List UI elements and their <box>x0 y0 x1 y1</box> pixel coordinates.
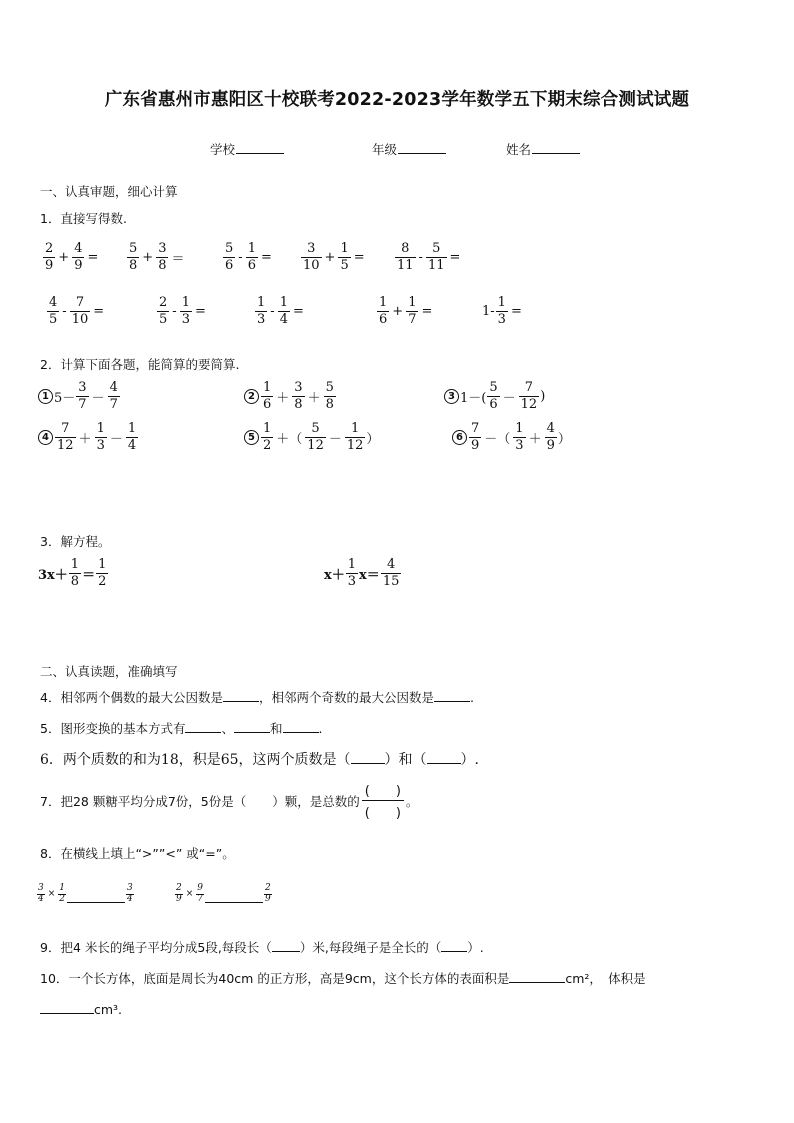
q2-item-5-frac-1 <box>261 422 273 454</box>
q1r2-frac-a-1-denominator: 5 <box>49 312 58 328</box>
q5-text-d: . <box>318 721 323 736</box>
q2-item-4-op-2: － <box>109 432 123 448</box>
q1r1-frac-b-4-denominator: 5 <box>340 258 349 274</box>
q2-item-6 <box>452 422 571 454</box>
q1r2-whole-5: 1- <box>482 304 495 320</box>
q1r1-expr-2 <box>126 242 186 274</box>
page-title: 广东省惠州市惠阳区十校联考2022-2023学年数学五下期末综合测试试题 <box>104 90 690 110</box>
q1r2-frac-a-4 <box>377 296 389 328</box>
q2-item-3-frac-2-numerator: 7 <box>524 380 534 395</box>
q7-text-a: 7．把28 颗糖平均分成7份，5份是（ <box>40 793 247 809</box>
q1r1-expr-1 <box>42 242 100 274</box>
q1r1-frac-b-4-numerator: 1 <box>340 241 349 256</box>
q2-item-2-frac-1-numerator: 1 <box>263 380 272 395</box>
q1r1-frac-a-5-denominator: 11 <box>397 258 414 274</box>
q5-text-b: 、 <box>221 721 234 736</box>
q8-e1-frac-3 <box>126 884 134 905</box>
q1r2-eq-4: = <box>421 304 433 320</box>
q1r1-frac-b-5-numerator: 5 <box>432 241 441 256</box>
q3-eq1-frac-1 <box>69 558 81 590</box>
q7-numerator: ( ) <box>364 784 401 799</box>
q1r2-frac-b-3-numerator: 1 <box>279 295 288 310</box>
q2-item-1-frac-1-denominator: 7 <box>78 397 87 413</box>
q2-item-6-frac-3-denominator: 9 <box>546 438 555 454</box>
q2-item-4-frac-3-denominator: 4 <box>127 438 137 454</box>
q8-e1-frac-3-numerator: 3 <box>127 883 133 893</box>
q3-eq2-frac-1-denominator: 3 <box>347 574 357 590</box>
q1r2-frac-a-4-numerator: 1 <box>379 295 388 310</box>
q1r1-frac-b-5-denominator: 11 <box>427 258 445 274</box>
q2-item-2-op-1: ＋ <box>276 391 290 407</box>
q2-item-5-frac-3-denominator: 12 <box>346 438 364 454</box>
q5-text-c: 和 <box>269 721 283 736</box>
q1r1-frac-b-2-numerator: 3 <box>158 241 167 256</box>
q2-item-number-3: 3 <box>444 389 459 404</box>
q3-eq2-frac-1 <box>346 558 358 590</box>
q1r2-frac-a-3-denominator: 3 <box>257 312 266 328</box>
q3-eq2-frac-2-numerator: 4 <box>386 557 396 572</box>
q2-item-4-frac-3 <box>126 422 138 454</box>
q3-eq1-frac-2 <box>96 558 108 590</box>
q3-eq1 <box>38 558 109 590</box>
school-field <box>210 140 284 158</box>
q1r1-op-2: + <box>142 250 154 266</box>
section-1-heading: 一、认真审题，细心计算 <box>40 184 178 199</box>
q1r2-frac-b-4-numerator: 1 <box>408 295 417 310</box>
q1r1-frac-b-2 <box>156 242 168 274</box>
q1r2-frac-b-5-denominator: 3 <box>497 312 506 328</box>
q1r2-op-1: - <box>62 304 67 320</box>
q6 <box>40 749 479 769</box>
q8-e2-frac-2 <box>196 884 204 905</box>
q3-eq1-frac-2-numerator: 1 <box>98 557 107 572</box>
q1r2-frac-b-4 <box>406 296 418 328</box>
q1r1-frac-a-4-denominator: 10 <box>303 258 320 274</box>
q2-item-4-frac-2 <box>95 422 107 454</box>
q1r1-frac-b-3-denominator: 6 <box>247 258 256 274</box>
q3-eq1-frac-1-numerator: 1 <box>70 557 80 572</box>
q1r1-frac-a-2-denominator: 8 <box>129 258 138 274</box>
q2-item-1-frac-2-denominator: 7 <box>109 397 118 413</box>
q2-item-1-op-1: － <box>91 391 105 407</box>
q8-e2 <box>174 884 273 905</box>
q3-eq2-mid: x＝ <box>359 568 380 584</box>
q2-item-6-op-1: －（ <box>484 432 511 448</box>
q1r2-eq-3: = <box>292 304 304 320</box>
q2-item-4-frac-1-denominator: 12 <box>57 438 74 454</box>
q8-e1-frac-1-denominator: 4 <box>38 893 44 904</box>
q1r1-eq-4: = <box>353 250 365 266</box>
q10-text-a: 10．一个长方体，底面是周长为40cm 的正方形，高是9cm，这个长方体的表面积是 <box>40 971 510 986</box>
q1r1-eq-3: = <box>260 250 272 266</box>
q3-eq2-frac-1-numerator: 1 <box>347 557 357 572</box>
q1r1-frac-a-2 <box>127 242 139 274</box>
section-2-heading: 二、认真读题，准确填写 <box>40 664 178 679</box>
q2-item-2-frac-3-denominator: 8 <box>325 397 334 413</box>
q1-label: 1．直接写得数. <box>40 211 127 226</box>
q8-e2-frac-1-numerator: 2 <box>176 883 182 893</box>
q6-text-b: ）和（ <box>384 752 427 768</box>
q9-blank-1[interactable] <box>272 939 300 952</box>
q2-item-5-frac-2-numerator: 5 <box>311 421 320 436</box>
q2-item-number-1: 1 <box>38 389 53 404</box>
q2-item-5-frac-2 <box>305 422 326 454</box>
q6-text-a: 6．两个质数的和为18，积是65，这两个质数是（ <box>40 752 351 768</box>
q1r2-frac-b-2 <box>180 296 192 328</box>
q2-item-4-frac-1 <box>55 422 76 454</box>
q1r1-frac-b-4 <box>338 242 350 274</box>
q7-denominator: ( ) <box>362 800 404 821</box>
name-field <box>506 140 580 158</box>
q2-item-4 <box>38 422 139 454</box>
q2-post-6: ） <box>557 432 571 448</box>
q8-e1-frac-2-numerator: 1 <box>59 883 66 893</box>
q2-item-2-frac-1 <box>261 381 273 413</box>
q1r2-frac-a-1-numerator: 4 <box>49 295 58 310</box>
q1r1-eq-1: = <box>87 250 99 266</box>
q1r2-frac-a-3-numerator: 1 <box>257 295 266 310</box>
q8-e2-frac-3 <box>264 884 272 905</box>
q2-item-5-op-2: － <box>328 432 342 448</box>
q2-item-3-frac-1-numerator: 5 <box>489 380 498 395</box>
q3-eq1-frac-2-denominator: 2 <box>98 574 107 590</box>
q1r1-frac-b-1-denominator: 9 <box>74 258 83 274</box>
q2-item-number-6: 6 <box>452 430 467 445</box>
q2-item-6-frac-1-denominator: 9 <box>471 438 480 454</box>
q10-line-2 <box>40 1001 122 1017</box>
q1r1-op-5: - <box>418 250 423 266</box>
q4 <box>40 688 474 706</box>
q3-eq2 <box>324 558 402 590</box>
q4-blank-1[interactable] <box>223 689 259 702</box>
q8-e1-frac-3-denominator: 4 <box>127 893 133 904</box>
q8-e2-op: × <box>185 889 194 900</box>
q8-e1 <box>36 884 135 905</box>
q1r2-eq-1: = <box>93 304 105 320</box>
q6-blank-1[interactable] <box>351 751 385 764</box>
q2-item-3-frac-1 <box>487 381 499 413</box>
q1r1-eq-2: ＝ <box>171 252 185 268</box>
q5-text-a: 5．图形变换的基本方式有 <box>40 721 186 736</box>
q2-item-4-frac-3-numerator: 1 <box>127 421 137 436</box>
q1r2-frac-b-3-denominator: 4 <box>279 312 288 328</box>
q7-text-c: 。 <box>405 793 419 809</box>
q1r1-op-4: + <box>324 250 336 266</box>
q8-e2-blank[interactable] <box>205 892 263 903</box>
q2-item-3-frac-2-denominator: 12 <box>520 397 538 413</box>
q1r1-frac-a-5 <box>395 242 416 274</box>
q1r1-frac-a-3-numerator: 5 <box>225 241 234 256</box>
q3-eq1-mid: ＝ <box>82 568 96 584</box>
q7-fraction-blank[interactable] <box>362 780 404 821</box>
q2-item-5-frac-1-numerator: 1 <box>263 421 272 436</box>
q8-e1-blank[interactable] <box>67 892 125 903</box>
q2-item-1 <box>38 381 121 413</box>
q2-item-4-op-1: ＋ <box>78 432 92 448</box>
q1r1-expr-3 <box>222 242 274 274</box>
q2-item-6-frac-2-numerator: 1 <box>515 421 524 436</box>
school-label: 学校 <box>210 142 236 157</box>
q2-item-number-4: 4 <box>38 430 53 445</box>
q5 <box>40 719 322 737</box>
q9-text-a: 9．把4 米长的绳子平均分成5段,每段长（ <box>40 940 272 955</box>
q10-text-b: cm²， 体积是 <box>565 971 646 986</box>
q1r1-op-3: - <box>238 250 243 266</box>
q8-e2-frac-1-denominator: 9 <box>176 893 182 904</box>
q2-item-6-frac-1-numerator: 7 <box>471 421 480 436</box>
q2-item-4-frac-1-numerator: 7 <box>61 421 70 436</box>
q1r2-op-2: - <box>172 304 177 320</box>
q1r2-frac-b-1-numerator: 7 <box>75 295 85 310</box>
q1r2-op-4: + <box>392 304 404 320</box>
q8-e1-frac-1-numerator: 3 <box>38 883 44 893</box>
q2-item-2 <box>244 381 337 413</box>
q2-item-3-frac-2 <box>519 381 540 413</box>
q8-e1-frac-2 <box>58 884 66 905</box>
q1r1-frac-a-1-denominator: 9 <box>45 258 54 274</box>
q1r2-expr-3 <box>254 296 306 328</box>
q2-post-5: ） <box>366 432 380 448</box>
q9-text-b: ）米,每段绳子是全长的（ <box>299 940 442 955</box>
q1r2-eq-2: = <box>194 304 206 320</box>
q2-item-5-frac-2-denominator: 12 <box>307 438 324 454</box>
q1r1-frac-a-4 <box>301 242 322 274</box>
q8-label: 8．在横线上填上“>””<” 或“=”。 <box>40 846 235 861</box>
q2-item-2-frac-2-numerator: 3 <box>294 380 303 395</box>
q2-item-5 <box>244 422 379 454</box>
q1r2-frac-b-3 <box>278 296 290 328</box>
school-blank[interactable] <box>236 141 284 154</box>
q2-item-1-frac-2-numerator: 4 <box>109 380 118 395</box>
q3-eq1-frac-1-denominator: 8 <box>70 574 80 590</box>
q8-e2-frac-3-numerator: 2 <box>265 883 271 893</box>
q10-blank-2[interactable] <box>40 1001 94 1014</box>
q8-e1-frac-1 <box>37 884 45 905</box>
q1r2-expr-2 <box>156 296 208 328</box>
q1r1-frac-b-5 <box>426 242 447 274</box>
q2-item-5-frac-3-numerator: 1 <box>350 421 360 436</box>
q1r1-frac-b-2-denominator: 8 <box>158 258 167 274</box>
q2-post-3: ) <box>540 389 546 405</box>
q4-text-b: ，相邻两个奇数的最大公因数是 <box>258 690 434 705</box>
q2-label: 2．计算下面各题，能简算的要简算. <box>40 357 240 372</box>
grade-blank[interactable] <box>398 141 446 154</box>
q1r1-frac-a-1-numerator: 2 <box>45 241 54 256</box>
q1r2-expr-4 <box>376 296 434 328</box>
q1r2-frac-b-2-denominator: 3 <box>181 312 190 328</box>
q3-eq2-pre: x＋ <box>324 568 345 584</box>
q1r2-frac-a-4-denominator: 6 <box>379 312 388 328</box>
q9-text-c: ）. <box>467 940 484 955</box>
q2-item-5-op-1: ＋（ <box>276 432 303 448</box>
q5-blank-3[interactable] <box>283 720 319 733</box>
q3-eq2-frac-2 <box>381 558 402 590</box>
q10-line-1 <box>40 969 646 987</box>
q2-item-number-5: 5 <box>244 430 259 445</box>
q8-e2-frac-3-denominator: 9 <box>265 893 271 904</box>
q1r2-expr-1 <box>46 296 106 328</box>
q4-text-c: . <box>469 690 474 705</box>
q8-e1-frac-2-denominator: 2 <box>59 893 66 904</box>
q2-item-4-frac-2-denominator: 3 <box>96 438 105 454</box>
grade-field <box>372 140 446 158</box>
q1r1-frac-a-2-numerator: 5 <box>129 241 138 256</box>
q2-item-2-frac-3-numerator: 5 <box>325 380 334 395</box>
q1r1-op-1: + <box>58 250 70 266</box>
q1r2-frac-b-2-numerator: 1 <box>181 295 190 310</box>
q2-item-5-frac-1-denominator: 2 <box>263 438 272 454</box>
q8-e2-frac-2-denominator: 7 <box>197 893 204 904</box>
q2-item-3-frac-1-denominator: 6 <box>489 397 498 413</box>
q1r2-frac-a-2-numerator: 2 <box>159 295 168 310</box>
q2-item-number-2: 2 <box>244 389 259 404</box>
q1r2-frac-a-3 <box>255 296 267 328</box>
q2-item-2-frac-2 <box>292 381 304 413</box>
q1r2-frac-b-1-denominator: 10 <box>71 312 89 328</box>
q2-item-2-op-2: ＋ <box>307 391 321 407</box>
q1r2-frac-b-4-denominator: 7 <box>408 312 417 328</box>
q1r1-frac-a-4-numerator: 3 <box>307 241 316 256</box>
q1r1-frac-a-3 <box>223 242 235 274</box>
q1r1-frac-b-3 <box>246 242 258 274</box>
q1r1-eq-5: = <box>449 250 461 266</box>
q2-item-2-frac-1-denominator: 6 <box>263 397 272 413</box>
q2-item-2-frac-2-denominator: 8 <box>294 397 303 413</box>
q2-item-6-frac-1 <box>469 422 481 454</box>
q10-blank-1[interactable] <box>509 970 565 983</box>
q1r2-frac-b-1 <box>70 296 91 328</box>
q2-item-6-op-2: ＋ <box>528 432 542 448</box>
q2-item-2-frac-3 <box>324 381 336 413</box>
q6-blank-2[interactable] <box>427 751 461 764</box>
q8-e1-op: × <box>47 889 56 900</box>
q9 <box>40 938 484 956</box>
q1r2-frac-a-2 <box>157 296 169 328</box>
q8-e2-frac-1 <box>175 884 183 905</box>
q3-eq2-frac-2-denominator: 15 <box>382 574 400 590</box>
q2-item-6-frac-2-denominator: 3 <box>515 438 524 454</box>
q7-text-b: ）颗，是总数的 <box>272 793 360 809</box>
q1r1-frac-a-1 <box>43 242 55 274</box>
q2-item-3 <box>444 381 545 413</box>
q1r2-frac-b-5 <box>496 296 508 328</box>
q2-pre-3: 1－( <box>460 391 487 407</box>
q3-eq1-pre: 3x＋ <box>38 568 68 584</box>
q1r1-frac-b-1 <box>72 242 84 274</box>
q9-blank-2[interactable] <box>441 939 467 952</box>
q2-pre-1: 5－ <box>54 391 76 407</box>
q4-blank-2[interactable] <box>434 689 470 702</box>
q1r1-frac-a-3-denominator: 6 <box>225 258 234 274</box>
q7 <box>40 780 418 821</box>
q8-e2-frac-2-numerator: 9 <box>197 883 204 893</box>
q2-item-6-frac-3-numerator: 4 <box>546 421 555 436</box>
name-blank[interactable] <box>532 141 580 154</box>
q1r1-frac-a-5-numerator: 8 <box>401 241 410 256</box>
q1r2-op-3: - <box>270 304 275 320</box>
q5-blank-1[interactable] <box>185 720 221 733</box>
grade-label: 年级 <box>372 142 398 157</box>
q2-item-6-frac-3 <box>545 422 557 454</box>
q1r1-frac-b-1-numerator: 4 <box>74 241 83 256</box>
q2-item-3-op-1: － <box>502 391 516 407</box>
q5-blank-2[interactable] <box>234 720 270 733</box>
q1r2-expr-5 <box>482 296 524 328</box>
q2-item-1-frac-2 <box>108 381 120 413</box>
q2-item-1-frac-1 <box>76 381 88 413</box>
q1r2-frac-a-2-denominator: 5 <box>159 312 168 328</box>
q2-item-4-frac-2-numerator: 1 <box>96 421 105 436</box>
q1r2-frac-b-5-numerator: 1 <box>497 295 506 310</box>
q1r1-expr-5 <box>394 242 462 274</box>
name-label: 姓名 <box>506 142 532 157</box>
q1r2-frac-a-1 <box>47 296 59 328</box>
q3-label: 3．解方程。 <box>40 534 111 549</box>
q1r1-frac-b-3-numerator: 1 <box>247 241 256 256</box>
q10-text-c: cm³. <box>94 1002 123 1017</box>
q2-item-5-frac-3 <box>345 422 366 454</box>
q2-item-6-frac-2 <box>513 422 525 454</box>
q2-item-1-frac-1-numerator: 3 <box>78 380 87 395</box>
q4-text-a: 4．相邻两个偶数的最大公因数是 <box>40 690 223 705</box>
q1r1-expr-4 <box>300 242 367 274</box>
q1r2-eq-5: = <box>510 304 522 320</box>
q6-text-c: ）. <box>460 752 479 768</box>
